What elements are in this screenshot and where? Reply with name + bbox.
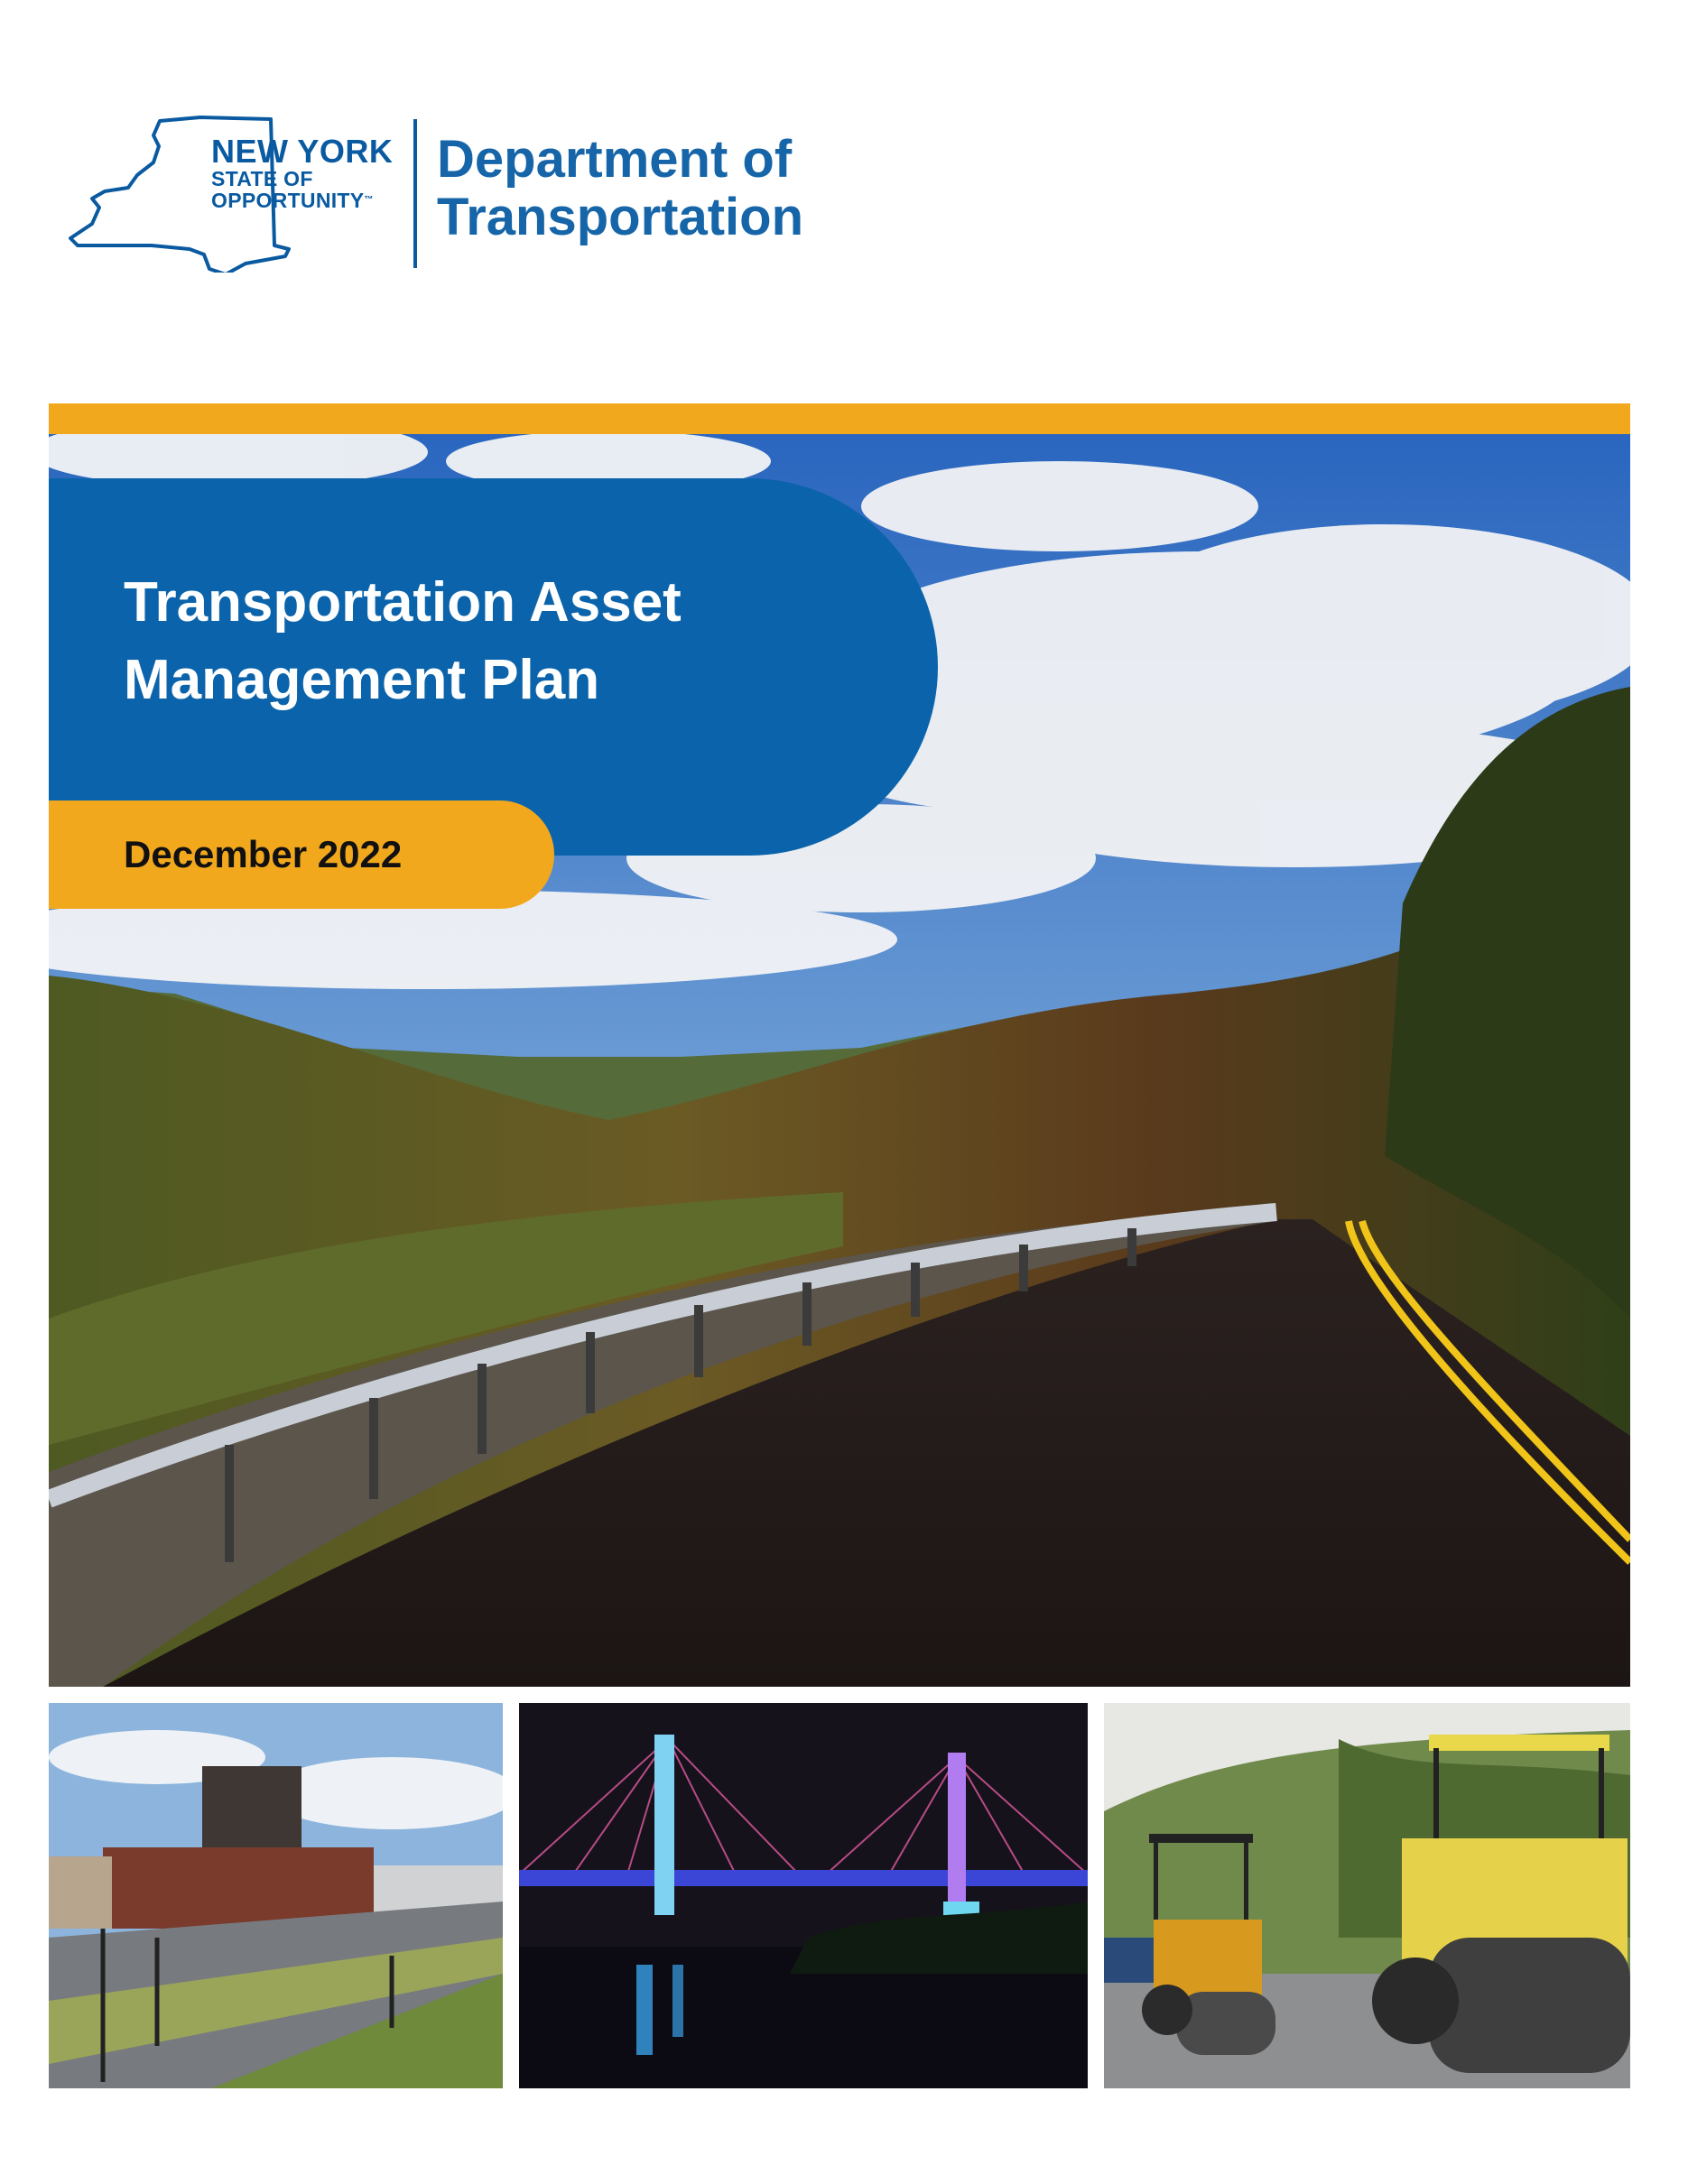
- logo-divider: [413, 119, 417, 268]
- department-line-1: Department of: [437, 130, 793, 189]
- department-line-2: Transportation: [437, 188, 804, 246]
- logo-line-new-york: NEW YORK: [211, 133, 394, 170]
- state-logo-wordmark: [211, 135, 393, 211]
- logo-trademark: ™: [364, 195, 374, 205]
- title-line-1: Transportation Asset: [124, 571, 682, 634]
- logo-line-state-of: STATE OF: [211, 167, 313, 190]
- logo-line-opportunity: [211, 190, 393, 211]
- photo-city-street: [49, 1703, 503, 2088]
- document-title: [124, 564, 918, 719]
- accent-bar: [49, 403, 1630, 434]
- logo-opportunity-text: OPPORTUNITY: [211, 189, 365, 212]
- department-name: [437, 131, 803, 246]
- publication-date: December 2022: [124, 833, 403, 875]
- photo-illuminated-bridge: [519, 1703, 1088, 2088]
- photo-paving-crew: [1104, 1703, 1630, 2088]
- title-line-2: Management Plan: [124, 649, 600, 711]
